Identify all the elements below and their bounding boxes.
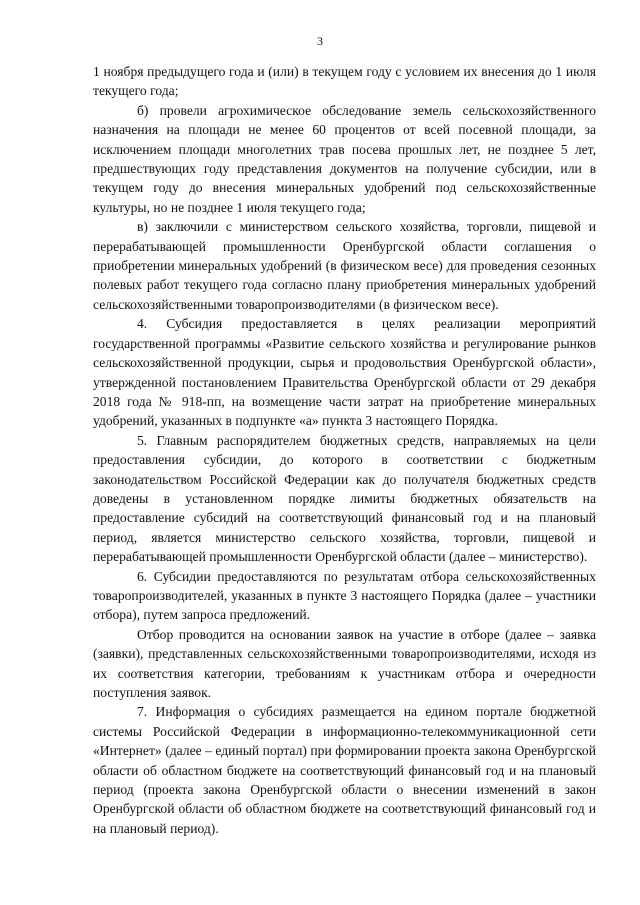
paragraph-item-4: 4. Субсидия предоставляется в целях реализации мероприятий государственной программы «Развитие сельского хозяйства и регулирование рынков сельскохозяйственной продукции, сырья и продовольствия Оренбургской области», утвержденной постановлением Правительства Оренбургской области от 29 декабря 2018 года № 918-пп, на возмещение части затрат на приобретение минеральных удобрений, указанных в подпункте «а» пункта 3 настоящего Порядка.: [93, 316, 596, 429]
document-body: [93, 62, 596, 838]
paragraph-item-7: 7. Информация о субсидиях размещается на едином портале бюджетной системы Российской Федерации в информационно-телекоммуникационной сети «Интернет» (далее – единый портал) при формировании проекта закона Оренбургской области об областном бюджете на соответствующий финансовый год и на плановый период (проекта закона Оренбургской области о внесении изменений в закон Оренбургской области об областном бюджете на соответствующий финансовый год и на плановый период).: [93, 704, 596, 836]
paragraph: 1 ноября предыдущего года и (или) в текущем году с условием их внесения до 1 июля текущего года;: [93, 64, 596, 99]
paragraph-subitem-b: б) провели агрохимическое обследование земель сельскохозяйственного назначения на площади не менее 60 процентов от всей посевной площади, за исключением площади многолетних трав посева прошлых лет, не позднее 5 лет, предшествующих году представления документов на получение субсидии, или в текущем году до внесения минеральных удобрений под сельскохозяйственные культуры, но не позднее 1 июля текущего года;: [93, 102, 596, 215]
paragraph-selection-basis: Отбор проводится на основании заявок на участие в отборе (далее – заявка (заявки), представленных сельскохозяйственными товаропроизводителями, исходя из их соответствия категории, требованиям к участникам отбора и очередности поступления заявок.: [93, 626, 596, 700]
page-number: 3: [317, 34, 323, 48]
paragraph-subitem-v: в) заключили с министерством сельского хозяйства, торговли, пищевой и перерабатывающей промышленности Оренбургской области соглашения о приобретении минеральных удобрений (в физическом весе) для проведения сезонных полевых работ текущего года согласно плану приобретения минеральных удобрений сельскохозяйственными товаропроизводителями (в физическом весе).: [93, 219, 596, 312]
paragraph-item-5: 5. Главным распорядителем бюджетных средств, направляемых на цели предоставления субсидии, до которого в соответствии с бюджетным законодательством Российской Федерации как до получателя бюджетных средств доведены в установленном порядке лимиты бюджетных обязательств на предоставление субсидий на соответствующий финансовый год и на плановый период, является министерство сельского хозяйства, торговли, пищевой и перерабатывающей промышленности Оренбургской области (далее – министерство).: [93, 432, 596, 565]
paragraph-item-6: 6. Субсидии предоставляются по результатам отбора сельскохозяйственных товаропроизводителей, указанных в пункте 3 настоящего Порядка (далее – участники отбора), путем запроса предложений.: [93, 568, 596, 623]
